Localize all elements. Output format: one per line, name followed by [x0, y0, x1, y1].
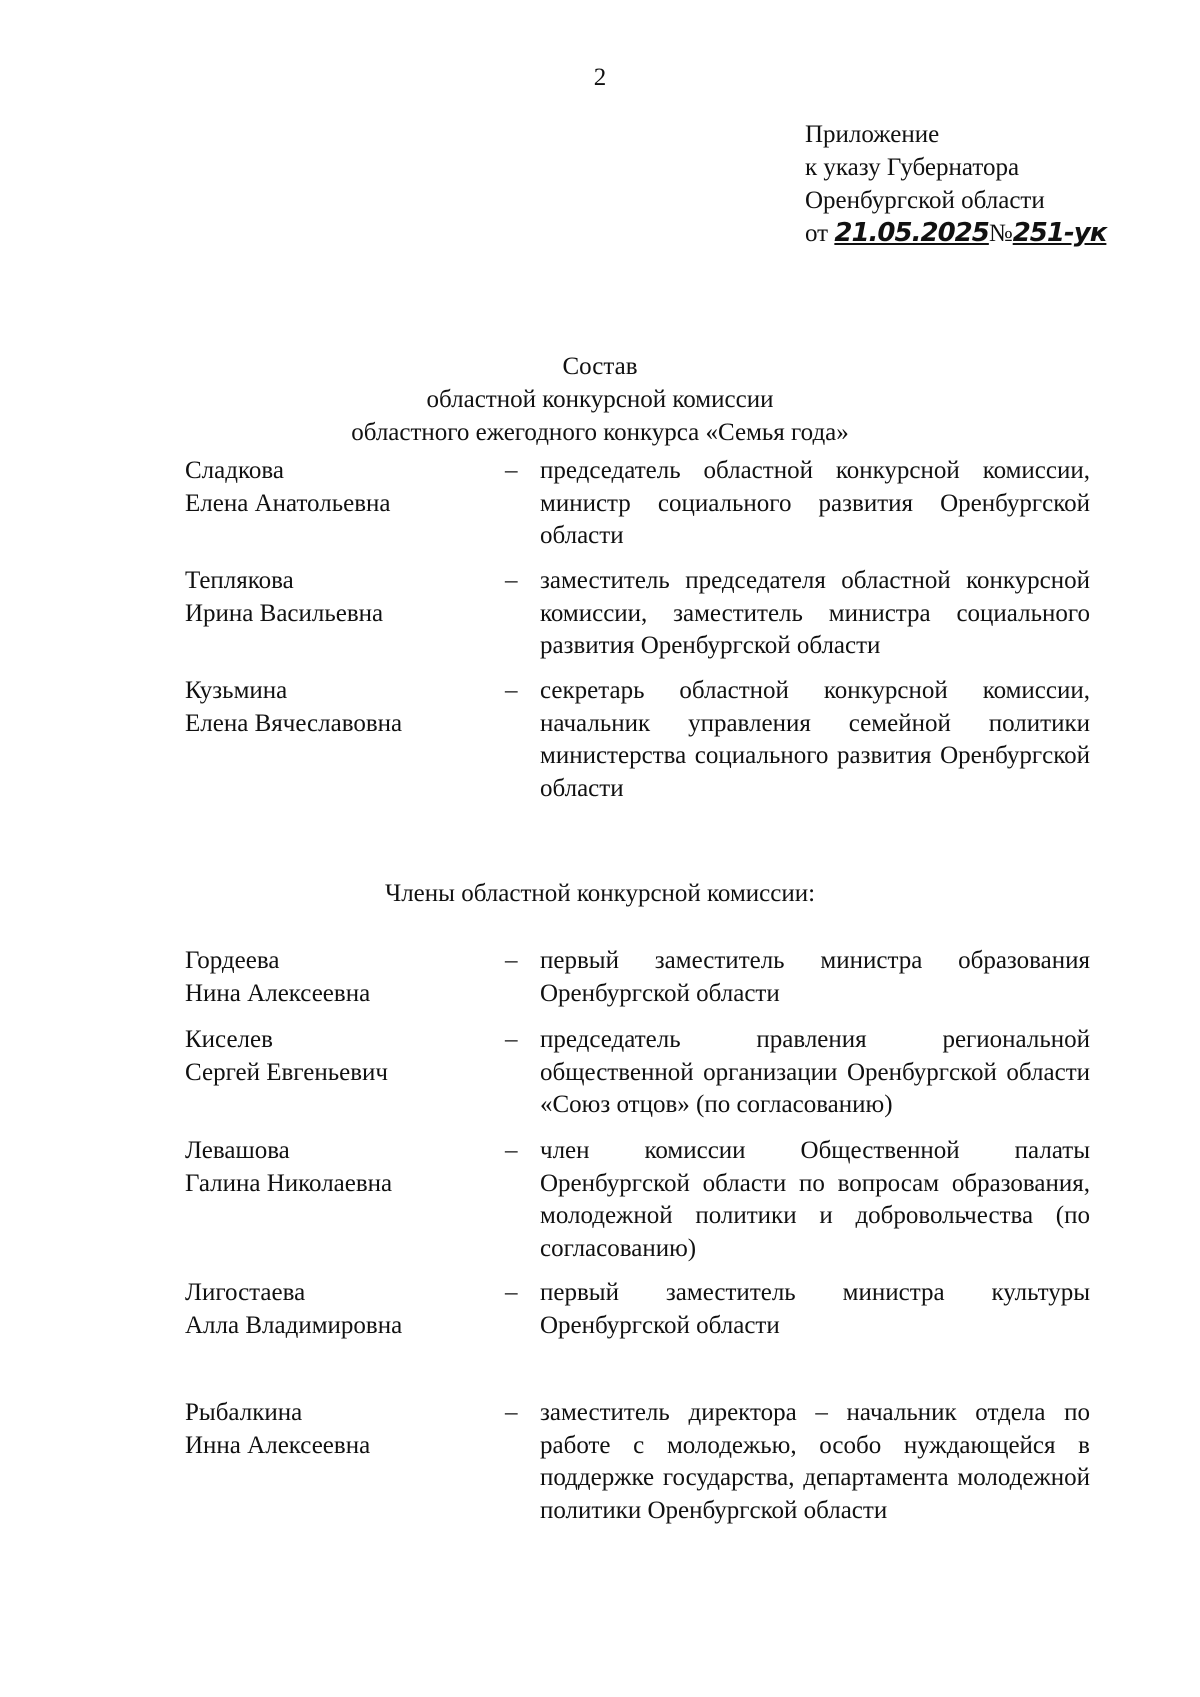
member-given-names: Елена Анатольевна [185, 489, 391, 517]
appendix-date-line [805, 217, 1165, 250]
title-line-3: областного ежегодного конкурса «Семья года» [351, 419, 849, 446]
member-given-names: Алла Владимировна [185, 1311, 403, 1339]
number-sign: № [988, 220, 1013, 247]
member-role: председатель правления региональной общественной организации Оренбургской области «Союз отцов» (по согласованию) [540, 1026, 1090, 1118]
appendix-title: Приложение [805, 121, 940, 148]
member-given-names: Ирина Васильевна [185, 599, 384, 627]
member-surname: Сладкова [185, 457, 284, 484]
appendix-region: Оренбургской области [805, 187, 1045, 214]
member-given-names: Нина Алексеевна [185, 979, 371, 1007]
dash-separator: – [505, 1279, 518, 1306]
dash-separator: – [505, 567, 518, 594]
dash-separator: – [505, 457, 518, 484]
member-surname: Левашова [185, 1137, 290, 1164]
member-role: заместитель директора – начальник отдела по работе с молодежью, особо нуждающейся в поддержке государства, департамента молодежной политики Оренбургской области [540, 1399, 1090, 1524]
dash-separator: – [505, 947, 518, 974]
handwritten-number: 251-ук [1012, 218, 1107, 248]
member-surname: Теплякова [185, 567, 294, 594]
dash-separator: – [505, 1399, 518, 1426]
member-name [185, 1135, 485, 1200]
member-name [185, 1024, 485, 1089]
member-given-names: Елена Вячеславовна [185, 709, 403, 737]
members-heading: Члены областной конкурсной комиссии: [384, 880, 816, 907]
title-line-2: областной конкурсной комиссии [426, 386, 774, 413]
member-given-names: Инна Алексеевна [185, 1431, 371, 1459]
member-name [185, 945, 485, 1010]
member-role: первый заместитель министра культуры Оренбургской области [540, 1279, 1090, 1339]
member-name [185, 1397, 485, 1462]
member-name [185, 455, 485, 520]
title-line-1: Состав [562, 353, 638, 380]
member-surname: Киселев [185, 1026, 273, 1053]
page-number: 2 [593, 64, 607, 91]
member-role: первый заместитель министра образования Оренбургской области [540, 947, 1090, 1007]
member-surname: Рыбалкина [185, 1399, 303, 1426]
appendix-block [805, 118, 1165, 250]
member-name [185, 1277, 485, 1342]
document-title [0, 350, 1200, 449]
dash-separator: – [505, 1026, 518, 1053]
member-role: секретарь областной конкурсной комиссии, начальник управления семейной политики министерства социального развития Оренбургской области [540, 677, 1090, 802]
member-surname: Гордеева [185, 947, 280, 974]
member-role: председатель областной конкурсной комиссии, министр социального развития Оренбургской области [540, 457, 1090, 549]
date-prefix: от [805, 220, 829, 247]
member-name [185, 565, 485, 630]
dash-separator: – [505, 677, 518, 704]
member-role: член комиссии Общественной палаты Оренбургской области по вопросам образования, молодежной политики и добровольчества (по согласованию) [540, 1137, 1090, 1262]
member-given-names: Галина Николаевна [185, 1169, 393, 1197]
member-given-names: Сергей Евгеньевич [185, 1058, 388, 1086]
member-name [185, 675, 485, 740]
handwritten-date: 21.05.2025 [834, 218, 989, 248]
dash-separator: – [505, 1137, 518, 1164]
appendix-decree: к указу Губернатора [805, 154, 1020, 181]
member-role: заместитель председателя областной конкурсной комиссии, заместитель министра социального развития Оренбургской области [540, 567, 1090, 659]
member-surname: Лигостаева [185, 1279, 306, 1306]
member-surname: Кузьмина [185, 677, 288, 704]
